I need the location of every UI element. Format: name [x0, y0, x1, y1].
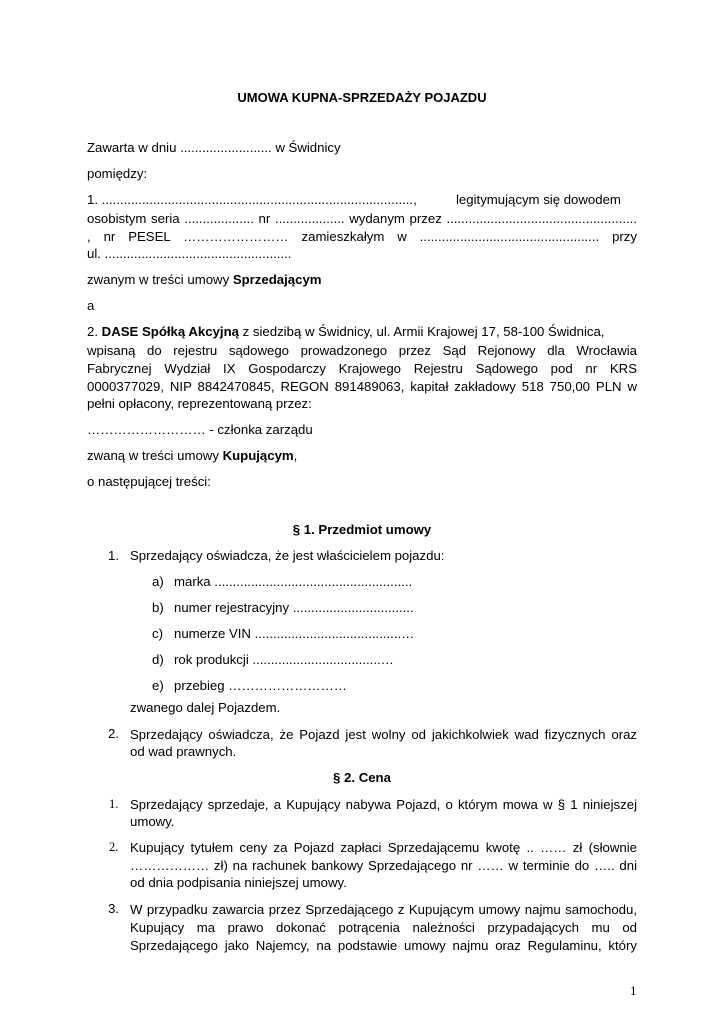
s2-p3-number: 3.	[108, 901, 119, 916]
intro-date-line: Zawarta w dniu ......................... w Świdnicy	[87, 140, 341, 155]
buyer-term: Kupującym	[222, 448, 294, 463]
s1-p1-number: 1.	[108, 548, 119, 563]
and-word: a	[87, 298, 95, 313]
party2-line5: pełni opłacony, reprezentowaną przez:	[87, 396, 312, 411]
s2-p3-line3: Sprzedającego jako Najemcy, na podstawie umowy najmu oraz Regulaminu, który	[130, 938, 637, 953]
party2-line3: Fabrycznej Wydział IX Gospodarczy Krajowego Rejestru Sądowego pod nr KRS	[87, 361, 637, 376]
party2-number: 2.	[87, 324, 98, 339]
s2-p3-line1: W przypadku zawarcia przez Sprzedającego z Kupującym umowy najmu samochodu,	[130, 902, 637, 917]
s1-item-a-text: marka ......................................................	[174, 574, 413, 589]
party1-line2: osobistym seria ................... nr ................... wydanym przez ....................................................	[87, 211, 637, 226]
seller-term: Sprzedającym	[232, 272, 322, 287]
s1-vehicle-called: zwanego dalej Pojazdem.	[130, 700, 281, 715]
s1-item-d-letter: d)	[152, 652, 164, 667]
party2-company-name: DASE Spółką Akcyjną	[101, 324, 239, 339]
s1-p2-line1: Sprzedający oświadcza, że Pojazd jest wolny od jakichkolwiek wad fizycznych oraz	[130, 727, 637, 742]
s1-p2-number: 2.	[108, 726, 119, 741]
s1-item-b-letter: b)	[152, 600, 164, 615]
party1-line3: , nr PESEL …………………… zamieszkałym w ................................................. przy	[87, 229, 637, 244]
party2-line4: 0000377029, NIP 8842470845, REGON 891489063, kapitał zakładowy 518 750,00 PLN w	[87, 379, 637, 394]
s1-item-a-letter: a)	[152, 574, 164, 589]
s1-item-c-text: numerze VIN ........................................…	[174, 626, 415, 641]
party1-line4: ul. ...................................................	[87, 246, 292, 261]
seller-designation-text: zwanym w treści umowy	[87, 272, 233, 287]
s2-p2-line3: od dnia podpisania niniejszej umowy.	[130, 875, 347, 890]
buyer-designation	[87, 448, 297, 463]
s2-p2-line2: ……………… zł) na rachunek bankowy Sprzedającego nr …… w terminie do ….. dni	[130, 858, 637, 873]
s2-p3-line2: Kupujący ma prawo dokonać potrącenia należności przypadających mu od	[130, 920, 637, 935]
s2-p2-line1: Kupujący tytułem ceny za Pojazd zapłaci Sprzedającemu kwotę .. …… zł (słownie	[130, 840, 637, 855]
s1-item-e-text: przebieg ………………………	[174, 678, 347, 693]
s2-p1-number: 1.	[109, 797, 119, 811]
page-number: 1	[630, 983, 637, 998]
party2-line1	[87, 324, 604, 339]
party1-line1b: legitymującym się dowodem	[456, 192, 621, 207]
party2-address: z siedzibą w Świdnicy, ul. Armii Krajowej 17, 58-100 Świdnica,	[238, 324, 605, 339]
seller-designation	[87, 272, 322, 287]
s2-p1-line1: Sprzedający sprzedaje, a Kupujący nabywa Pojazd, o którym mowa w § 1 niniejszej	[130, 797, 637, 812]
s1-item-d-text: rok produkcji ...................................…	[174, 652, 394, 667]
party2-line2: wpisaną do rejestru sądowego prowadzonego przez Sąd Rejonowy dla Wrocławia	[87, 343, 637, 358]
s1-p2-line2: od wad prawnych.	[130, 744, 237, 759]
content-intro: o następującej treści:	[87, 474, 211, 489]
board-member-line: ……………………… - członka zarządu	[87, 422, 313, 437]
document-title: UMOWA KUPNA-SPRZEDAŻY POJAZDU	[237, 90, 487, 105]
s1-item-b-text: numer rejestracyjny .................................	[174, 600, 414, 615]
buyer-designation-comma: ,	[293, 448, 298, 463]
party1-line1a: 1. .....................................................................................,	[87, 192, 417, 207]
s1-item-e-letter: e)	[152, 678, 164, 693]
section2-heading: § 2. Cena	[333, 770, 391, 785]
intro-between: pomiędzy:	[87, 166, 148, 181]
s2-p2-number: 2.	[109, 840, 119, 854]
s1-item-c-letter: c)	[152, 626, 163, 641]
buyer-designation-text: zwaną w treści umowy	[87, 448, 223, 463]
section1-heading: § 1. Przedmiot umowy	[292, 522, 432, 537]
s2-p1-line2: umowy.	[130, 814, 175, 829]
s1-p1-text: Sprzedający oświadcza, że jest właścicielem pojazdu:	[130, 548, 445, 563]
